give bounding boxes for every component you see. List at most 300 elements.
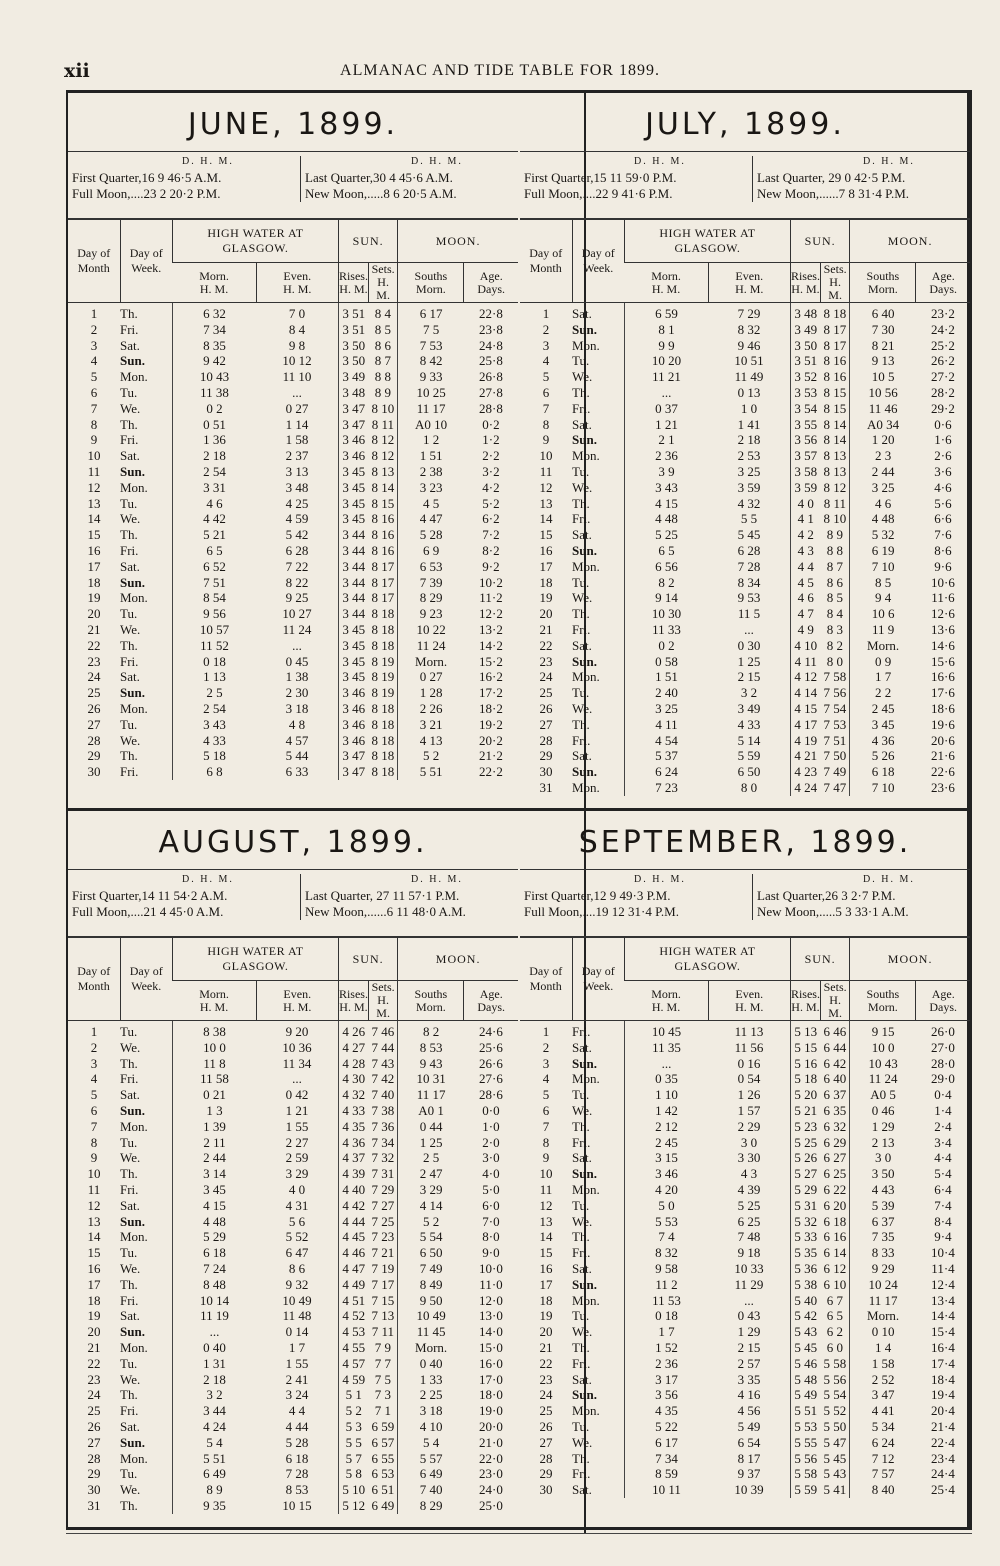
sun-sets-cell: 7 1 bbox=[374, 1403, 391, 1419]
sun-rises-cell: 5 16 bbox=[790, 1056, 820, 1072]
day-of-month-cell: 2 bbox=[542, 321, 550, 337]
sun-rises-cell: 5 59 bbox=[790, 1482, 820, 1498]
sun-sets-cell: 8 15 bbox=[823, 384, 847, 400]
table-row bbox=[520, 1277, 970, 1293]
souths-label: Souths Morn. bbox=[414, 268, 448, 296]
day-of-week-cell: Sat. bbox=[572, 306, 592, 321]
sun-rises-cell: 5 38 bbox=[790, 1277, 820, 1293]
hw-even-cell: 6 25 bbox=[737, 1213, 761, 1229]
sun-rises-cell: 4 4 bbox=[790, 559, 820, 575]
hw-morn-cell: 3 44 bbox=[173, 1403, 257, 1419]
table-row bbox=[520, 496, 970, 512]
sun-sets-cell: 8 10 bbox=[371, 400, 395, 416]
day-of-week-cell: Tu. bbox=[572, 463, 590, 479]
moon-age-cell: 8·0 bbox=[482, 1229, 500, 1245]
day-of-week-cell: Tu. bbox=[120, 1466, 138, 1482]
hw-even-cell: 4 39 bbox=[737, 1181, 761, 1197]
table-row bbox=[68, 369, 518, 385]
hw-morn-cell: 4 24 bbox=[173, 1419, 257, 1435]
sun-rises-cell: 5 23 bbox=[790, 1119, 820, 1135]
moon-age-cell: 25·0 bbox=[479, 1497, 503, 1513]
month-panel-july bbox=[520, 93, 970, 796]
hw-morn-cell: 8 9 bbox=[173, 1482, 257, 1498]
sun-rises-cell: 4 15 bbox=[790, 701, 820, 717]
moon-age-cell: 14·4 bbox=[931, 1308, 955, 1324]
day-of-month-cell: 20 bbox=[87, 1324, 101, 1340]
sun-sets-cell: 8 13 bbox=[823, 448, 847, 464]
table-row bbox=[68, 511, 518, 527]
moon-age-cell: 26·0 bbox=[931, 1024, 955, 1039]
moon-souths-cell: 8 29 bbox=[398, 1498, 464, 1514]
table-row bbox=[68, 480, 518, 496]
morn-header bbox=[625, 263, 709, 303]
hw-morn-cell: 3 31 bbox=[173, 480, 257, 496]
table-row bbox=[68, 1308, 518, 1324]
table-row bbox=[68, 353, 518, 369]
hw-morn-cell: 1 42 bbox=[625, 1103, 709, 1119]
hw-even-cell: 11 10 bbox=[282, 369, 312, 385]
day-of-month-cell: 13 bbox=[539, 495, 553, 511]
sun-rises-cell: 5 45 bbox=[790, 1340, 820, 1356]
hm-label: H. M. bbox=[735, 999, 764, 1014]
hw-even-cell: 5 14 bbox=[737, 732, 761, 748]
moon-age-cell: 21·4 bbox=[931, 1418, 955, 1434]
moon-age-cell: 29·2 bbox=[931, 400, 955, 416]
moon-souths-cell: 5 2 bbox=[398, 748, 464, 764]
day-of-month-cell: 22 bbox=[87, 1355, 101, 1371]
hw-even-cell: 6 33 bbox=[285, 764, 309, 780]
sun-rises-cell: 3 47 bbox=[338, 764, 368, 780]
hw-even-cell: 4 31 bbox=[285, 1197, 309, 1213]
hw-even-cell: 9 46 bbox=[737, 337, 761, 353]
day-of-week-cell: Th. bbox=[572, 1229, 590, 1245]
moon-souths-cell: 3 45 bbox=[850, 717, 916, 733]
hw-even-cell: 6 47 bbox=[285, 1245, 309, 1261]
hw-even-cell: 7 0 bbox=[288, 306, 306, 321]
table-row bbox=[68, 1229, 518, 1245]
day-of-month-cell: 29 bbox=[87, 1466, 101, 1482]
moon-age-cell: 11·4 bbox=[931, 1260, 955, 1276]
moon-souths-cell: 6 49 bbox=[398, 1466, 464, 1482]
day-of-week-cell: Th. bbox=[120, 306, 138, 321]
day-of-month-cell: 2 bbox=[542, 1039, 550, 1055]
sun-rises-cell: 5 48 bbox=[790, 1372, 820, 1388]
rises-label: Rises. bbox=[338, 268, 368, 283]
morn-label: Morn. bbox=[199, 986, 229, 1001]
day-of-month-cell: 12 bbox=[87, 1197, 101, 1213]
day-of-month-cell: 5 bbox=[90, 369, 98, 385]
month-panel-august bbox=[68, 811, 518, 1514]
moon-age-cell: 17·4 bbox=[931, 1355, 955, 1371]
table-row bbox=[68, 496, 518, 512]
month-title: JULY, 1899. bbox=[520, 93, 970, 152]
dhm-label: D. H. M. bbox=[182, 874, 234, 885]
day-of-week-cell: Mon. bbox=[572, 1071, 600, 1087]
hw-even-cell: 3 35 bbox=[737, 1371, 761, 1387]
sun-sets-cell: 7 49 bbox=[823, 764, 847, 780]
moon-souths-cell: 6 18 bbox=[850, 764, 916, 780]
rises-label: Rises. bbox=[338, 986, 368, 1001]
sun-rises-cell: 4 19 bbox=[790, 733, 820, 749]
table-row bbox=[520, 669, 970, 685]
hw-even-cell: 3 30 bbox=[737, 1150, 761, 1166]
day-of-month-cell: 21 bbox=[539, 621, 553, 637]
moon-souths-cell: 9 29 bbox=[850, 1261, 916, 1277]
day-of-week-cell: Sat. bbox=[572, 1039, 592, 1055]
moon-souths-cell: 11 9 bbox=[850, 622, 916, 638]
table-row bbox=[68, 590, 518, 606]
sun-rises-cell: 4 46 bbox=[338, 1245, 368, 1261]
day-of-week-cell: Fri. bbox=[572, 621, 591, 637]
hw-even-cell: 5 44 bbox=[285, 748, 309, 764]
hw-morn-cell: 8 38 bbox=[173, 1021, 257, 1040]
sun-sets-cell: 7 32 bbox=[371, 1150, 395, 1166]
header-row bbox=[68, 938, 518, 981]
hw-morn-cell: 6 49 bbox=[173, 1466, 257, 1482]
moon-age-cell: 7·6 bbox=[934, 527, 952, 543]
hw-morn-cell: ... bbox=[625, 1056, 709, 1072]
table-row bbox=[68, 448, 518, 464]
moon-age-cell: 3·4 bbox=[934, 1134, 952, 1150]
sun-rises-cell: 4 55 bbox=[338, 1340, 368, 1356]
day-of-week-cell: Fri. bbox=[120, 1292, 139, 1308]
table-row bbox=[68, 1435, 518, 1451]
sun-rises-cell: 5 3 bbox=[338, 1419, 368, 1435]
moon-age-cell: 4·6 bbox=[934, 479, 952, 495]
moon-souths-cell: 6 9 bbox=[398, 543, 464, 559]
rises-label: Rises. bbox=[790, 268, 820, 283]
hm-label: H. M. bbox=[651, 999, 681, 1014]
day-of-month-cell: 3 bbox=[90, 337, 98, 353]
moon-age-cell: 26·6 bbox=[479, 1055, 503, 1071]
sun-rises-cell: 3 56 bbox=[790, 432, 820, 448]
sun-header: SUN. bbox=[338, 220, 397, 263]
day-of-week-cell: Tu. bbox=[572, 353, 590, 369]
souths-label: Souths Morn. bbox=[414, 986, 448, 1014]
table-row bbox=[68, 1451, 518, 1467]
age-label: Age. Days. bbox=[929, 268, 958, 296]
moon-age-cell: 19·4 bbox=[931, 1387, 955, 1403]
sun-rises-cell: 4 10 bbox=[790, 638, 820, 654]
hw-even-cell: 7 28 bbox=[737, 558, 761, 574]
hw-even-cell: 9 53 bbox=[737, 590, 761, 606]
day-of-month-cell: 13 bbox=[87, 1213, 101, 1229]
moon-age-cell: 11·2 bbox=[479, 590, 503, 606]
moon-souths-cell: 5 28 bbox=[398, 527, 464, 543]
moon-souths-cell: 11 24 bbox=[850, 1071, 916, 1087]
sun-sets-cell: 5 50 bbox=[823, 1418, 847, 1434]
hw-morn-cell: 1 51 bbox=[625, 669, 709, 685]
hw-morn-cell: 0 37 bbox=[625, 401, 709, 417]
moon-header: MOON. bbox=[850, 938, 970, 981]
souths-header bbox=[398, 263, 464, 303]
sun-rises-cell: 3 45 bbox=[338, 480, 368, 496]
table-row bbox=[520, 1308, 970, 1324]
hw-even-cell: 9 32 bbox=[285, 1276, 309, 1292]
day-of-week-cell: We. bbox=[120, 1039, 141, 1055]
day-of-month-cell: 27 bbox=[87, 1434, 101, 1450]
moon-souths-cell: 11 17 bbox=[850, 1293, 916, 1309]
sun-sets-cell: 7 9 bbox=[374, 1339, 391, 1355]
moon-age-cell: 13·4 bbox=[931, 1292, 955, 1308]
moon-phases bbox=[68, 870, 518, 938]
day-of-week-cell: Tu. bbox=[572, 1197, 590, 1213]
day-of-week-header: Day of Week. bbox=[572, 938, 625, 1021]
moon-souths-cell: 1 4 bbox=[850, 1340, 916, 1356]
moon-age-cell: 15·6 bbox=[931, 653, 955, 669]
moon-age-cell: 5·6 bbox=[934, 495, 952, 511]
day-of-month-cell: 20 bbox=[539, 606, 553, 622]
day-of-week-cell: Sat. bbox=[572, 637, 592, 653]
sun-rises-cell: 5 18 bbox=[790, 1071, 820, 1087]
moon-age-cell: 25·4 bbox=[931, 1482, 955, 1498]
day-of-month-cell: 23 bbox=[539, 653, 553, 669]
hw-even-cell: 3 25 bbox=[737, 463, 761, 479]
hm-label: H. M. bbox=[828, 993, 842, 1020]
table-row bbox=[520, 1229, 970, 1245]
moon-souths-cell: 11 46 bbox=[850, 401, 916, 417]
day-of-week-cell: Fri. bbox=[572, 511, 591, 527]
hw-even-cell: 8 34 bbox=[737, 574, 761, 590]
day-of-month-cell: 18 bbox=[539, 1292, 553, 1308]
table-row bbox=[68, 1056, 518, 1072]
hw-even-cell: 5 5 bbox=[740, 511, 758, 527]
hw-even-cell: 9 8 bbox=[288, 337, 306, 353]
day-of-month-cell: 1 bbox=[90, 306, 98, 321]
rises-header bbox=[790, 981, 820, 1021]
day-of-month-cell: 10 bbox=[539, 448, 553, 464]
day-of-month-cell: 23 bbox=[87, 653, 101, 669]
table-row bbox=[520, 385, 970, 401]
sun-sets-cell: 8 14 bbox=[823, 416, 847, 432]
moon-souths-cell: 2 47 bbox=[398, 1166, 464, 1182]
day-of-week-cell: We. bbox=[572, 1102, 593, 1118]
day-of-month-cell: 15 bbox=[539, 1245, 553, 1261]
sun-rises-cell: 3 54 bbox=[790, 401, 820, 417]
hm-label: H. M. bbox=[735, 281, 764, 296]
hw-even-cell: 0 13 bbox=[737, 384, 761, 400]
sun-rises-cell: 3 50 bbox=[338, 338, 368, 354]
sun-sets-cell: 7 5 bbox=[374, 1371, 391, 1387]
hw-morn-cell: 9 9 bbox=[625, 338, 709, 354]
sun-rises-cell: 4 23 bbox=[790, 764, 820, 780]
day-of-week-cell: Sun. bbox=[572, 321, 597, 337]
moon-souths-cell: 3 47 bbox=[850, 1387, 916, 1403]
day-of-week-cell: Sun. bbox=[572, 764, 597, 780]
hw-even-cell: 2 30 bbox=[285, 685, 309, 701]
table-row bbox=[68, 1103, 518, 1119]
hw-even-cell: 1 41 bbox=[737, 416, 761, 432]
moon-age-cell: 8·4 bbox=[934, 1213, 952, 1229]
sun-rises-cell: 3 49 bbox=[790, 322, 820, 338]
sun-rises-cell: 4 53 bbox=[338, 1324, 368, 1340]
moon-age-cell: 7·2 bbox=[482, 527, 500, 543]
day-of-week-cell: Th. bbox=[120, 1276, 138, 1292]
moon-souths-cell: 4 47 bbox=[398, 511, 464, 527]
day-of-month-cell: 27 bbox=[539, 716, 553, 732]
hw-morn-cell: 6 18 bbox=[173, 1245, 257, 1261]
sun-sets-cell: 8 18 bbox=[371, 606, 395, 622]
hw-morn-cell: 9 14 bbox=[625, 590, 709, 606]
day-of-month-cell: 7 bbox=[90, 1118, 98, 1134]
sets-label: Sets. bbox=[371, 980, 395, 994]
sun-rises-cell: 5 43 bbox=[790, 1324, 820, 1340]
sun-rises-cell: 3 57 bbox=[790, 448, 820, 464]
hw-even-cell: 11 5 bbox=[737, 606, 761, 622]
rises-header bbox=[338, 981, 368, 1021]
hw-even-cell: 3 48 bbox=[285, 479, 309, 495]
sun-rises-cell: 4 44 bbox=[338, 1214, 368, 1230]
day-of-month-cell: 3 bbox=[542, 1055, 550, 1071]
hw-even-cell: 1 57 bbox=[737, 1102, 761, 1118]
sun-rises-cell: 3 44 bbox=[338, 527, 368, 543]
moon-age-cell: 18·0 bbox=[479, 1387, 503, 1403]
day-of-month-cell: 30 bbox=[539, 764, 553, 780]
calendar-table bbox=[520, 220, 970, 796]
moon-souths-cell: 2 26 bbox=[398, 701, 464, 717]
moon-age-cell: 29·0 bbox=[931, 1071, 955, 1087]
hw-morn-cell: ... bbox=[173, 1324, 257, 1340]
hw-even-cell: 9 18 bbox=[737, 1245, 761, 1261]
day-of-week-cell: Sun. bbox=[120, 353, 145, 369]
day-of-month-cell: 2 bbox=[90, 1039, 98, 1055]
morn-header bbox=[625, 981, 709, 1021]
table-row bbox=[520, 448, 970, 464]
hw-even-cell: 4 3 bbox=[740, 1166, 758, 1182]
moon-souths-cell: 5 51 bbox=[398, 764, 464, 780]
table-row bbox=[68, 622, 518, 638]
day-of-month-cell: 17 bbox=[87, 1276, 101, 1292]
sun-rises-cell: 3 46 bbox=[338, 685, 368, 701]
moon-souths-cell: 0 27 bbox=[398, 669, 464, 685]
moon-souths-cell: 2 52 bbox=[850, 1372, 916, 1388]
hw-even-cell: 1 7 bbox=[288, 1339, 306, 1355]
day-of-week-cell: Tu. bbox=[120, 1024, 138, 1039]
moon-age-cell: 19·6 bbox=[931, 716, 955, 732]
moon-age-cell: 17·0 bbox=[479, 1371, 503, 1387]
sun-rises-cell: 5 42 bbox=[790, 1308, 820, 1324]
day-of-week-cell: Tu. bbox=[120, 1134, 138, 1150]
hw-even-cell: 4 0 bbox=[288, 1181, 306, 1197]
hw-morn-cell: 2 1 bbox=[625, 432, 709, 448]
sun-sets-cell: 8 8 bbox=[374, 369, 391, 385]
moon-souths-cell: 6 37 bbox=[850, 1214, 916, 1230]
day-of-month-cell: 27 bbox=[539, 1434, 553, 1450]
hw-even-cell: 0 14 bbox=[285, 1324, 309, 1340]
moon-souths-cell: 1 29 bbox=[850, 1119, 916, 1135]
full-moon: Full Moon,....22 9 41·6 P.M. bbox=[524, 186, 673, 201]
sun-rises-cell: 3 45 bbox=[338, 638, 368, 654]
sun-rises-cell: 5 15 bbox=[790, 1040, 820, 1056]
sun-rises-cell: 4 12 bbox=[790, 669, 820, 685]
hw-morn-cell: 2 40 bbox=[625, 685, 709, 701]
day-of-week-cell: Sat. bbox=[120, 558, 140, 574]
sun-sets-cell: 7 7 bbox=[374, 1355, 391, 1371]
table-row bbox=[68, 654, 518, 670]
hw-even-cell: 8 32 bbox=[737, 321, 761, 337]
hw-even-cell: 2 15 bbox=[737, 669, 761, 685]
hw-morn-cell: 4 33 bbox=[173, 733, 257, 749]
table-row bbox=[520, 432, 970, 448]
table-row bbox=[520, 764, 970, 780]
table-row bbox=[68, 764, 518, 780]
table-row bbox=[68, 559, 518, 575]
day-of-month-cell: 21 bbox=[87, 1339, 101, 1355]
moon-souths-cell: 3 29 bbox=[398, 1182, 464, 1198]
sun-rises-cell: 5 7 bbox=[338, 1451, 368, 1467]
sun-rises-cell: 3 47 bbox=[338, 401, 368, 417]
hw-morn-cell: 11 35 bbox=[625, 1040, 709, 1056]
sun-sets-cell: 7 46 bbox=[371, 1024, 395, 1039]
sets-label: Sets. bbox=[371, 262, 395, 276]
moon-souths-cell: 4 5 bbox=[398, 496, 464, 512]
moon-souths-cell: 1 58 bbox=[850, 1356, 916, 1372]
table-row bbox=[68, 1403, 518, 1419]
moon-souths-cell: 5 34 bbox=[850, 1419, 916, 1435]
sun-rises-cell: 3 46 bbox=[338, 717, 368, 733]
hw-even-cell: 7 22 bbox=[285, 558, 309, 574]
sun-sets-cell: 8 6 bbox=[826, 574, 843, 590]
day-of-month-cell: 1 bbox=[542, 1024, 550, 1039]
hw-even-cell: 8 6 bbox=[288, 1260, 306, 1276]
hw-even-cell: 6 28 bbox=[737, 542, 761, 558]
sun-rises-cell: 4 3 bbox=[790, 543, 820, 559]
sun-sets-cell: 7 50 bbox=[823, 748, 847, 764]
sun-rises-cell: 5 5 bbox=[338, 1435, 368, 1451]
table-row bbox=[520, 638, 970, 654]
hw-even-cell: 0 16 bbox=[737, 1055, 761, 1071]
hw-morn-cell: 4 20 bbox=[625, 1182, 709, 1198]
hw-morn-cell: 4 6 bbox=[173, 496, 257, 512]
day-of-week-cell: Mon. bbox=[120, 1229, 148, 1245]
day-of-week-cell: We. bbox=[572, 1324, 593, 1340]
day-of-month-cell: 18 bbox=[87, 574, 101, 590]
table-row bbox=[68, 1324, 518, 1340]
day-of-week-cell: Mon. bbox=[572, 779, 600, 795]
day-of-week-cell: Th. bbox=[120, 1166, 138, 1182]
moon-souths-cell: 1 25 bbox=[398, 1135, 464, 1151]
day-of-month-cell: 21 bbox=[87, 621, 101, 637]
moon-age-cell: 9·2 bbox=[482, 558, 500, 574]
sun-sets-cell: 5 54 bbox=[823, 1387, 847, 1403]
moon-souths-cell: Morn. bbox=[398, 1340, 464, 1356]
sun-rises-cell: 3 51 bbox=[790, 353, 820, 369]
hw-morn-cell: 5 51 bbox=[173, 1451, 257, 1467]
phases-left bbox=[524, 874, 736, 920]
hw-even-cell: 8 53 bbox=[285, 1482, 309, 1498]
sun-rises-cell: 3 45 bbox=[338, 669, 368, 685]
day-of-week-cell: We. bbox=[120, 1482, 141, 1498]
sun-rises-cell: 3 44 bbox=[338, 606, 368, 622]
day-of-week-cell: Sun. bbox=[120, 1434, 145, 1450]
moon-souths-cell: 7 57 bbox=[850, 1466, 916, 1482]
sun-sets-cell: 8 13 bbox=[371, 463, 395, 479]
moon-souths-cell: 1 7 bbox=[850, 669, 916, 685]
sun-sets-cell: 6 0 bbox=[826, 1339, 843, 1355]
moon-souths-cell: 1 51 bbox=[398, 448, 464, 464]
hw-morn-cell: 1 10 bbox=[625, 1087, 709, 1103]
hm-label: H. M. bbox=[828, 275, 842, 302]
sun-sets-cell: 8 16 bbox=[371, 542, 395, 558]
day-of-month-cell: 24 bbox=[539, 1387, 553, 1403]
sun-rises-cell: 4 39 bbox=[338, 1166, 368, 1182]
sun-sets-cell: 7 13 bbox=[371, 1308, 395, 1324]
day-of-week-cell: Sun. bbox=[572, 1055, 597, 1071]
day-of-week-cell: Sat. bbox=[572, 1482, 592, 1498]
table-row bbox=[520, 322, 970, 338]
table-row bbox=[520, 1466, 970, 1482]
hw-even-cell: 6 50 bbox=[737, 764, 761, 780]
